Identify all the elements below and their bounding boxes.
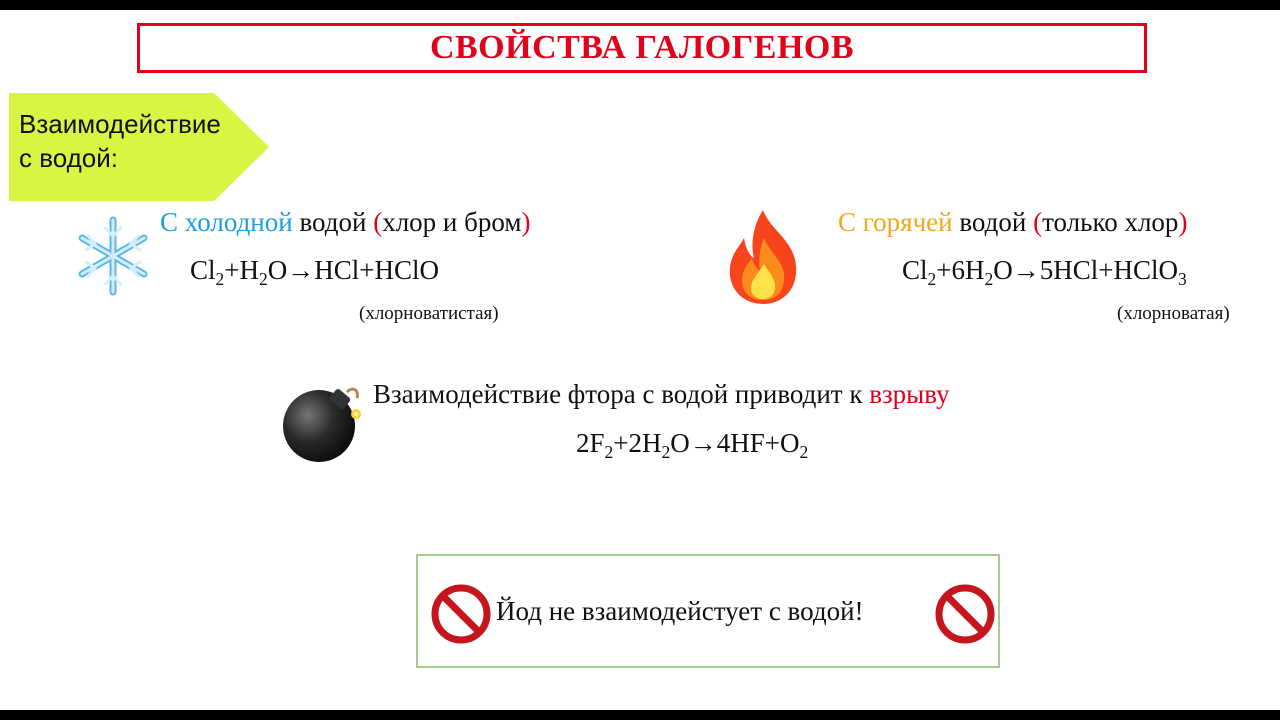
prohibited-icon	[934, 583, 996, 645]
hot-paren-close: )	[1178, 207, 1188, 237]
cold-eq-b: +H	[224, 255, 260, 285]
fire-icon	[724, 208, 802, 306]
cold-middle: водой	[292, 207, 374, 237]
cold-paren-text: хлор и бром	[382, 207, 522, 237]
fluorine-text	[373, 379, 950, 410]
hot-eq-b: +6H	[936, 255, 985, 285]
page-title: СВОЙСТВА ГАЛОГЕНОВ	[429, 29, 855, 66]
hot-paren-open: (	[1033, 207, 1043, 237]
bomb-icon	[279, 378, 367, 466]
fluorine-eq-a-sub: 2	[604, 442, 614, 463]
iodine-text: Йод не взаимодейстует с водой!	[496, 596, 864, 626]
hot-acid-note: (хлорноватая)	[1117, 303, 1230, 324]
hot-eq-c-sub: 3	[1178, 269, 1187, 290]
hot-eq-c: O→5HCl+HClO	[993, 255, 1179, 285]
hot-water-heading	[838, 207, 1187, 238]
fluorine-eq-c: O→4HF+O	[670, 428, 800, 458]
fluorine-text-main: Взаимодействие фтора с водой приводит к	[373, 379, 870, 409]
cold-eq-b-sub: 2	[259, 269, 268, 290]
cold-eq-c: O→HCl+HClO	[267, 255, 440, 285]
iodine-notice	[416, 554, 1000, 668]
cold-eq-a-sub: 2	[215, 269, 225, 290]
section-label-line-2: с водой:	[19, 143, 119, 173]
fluorine-eq-b-sub: 2	[661, 442, 671, 463]
hot-paren-text: только хлор	[1042, 207, 1179, 237]
cold-paren-open: (	[373, 207, 383, 237]
fluorine-eq-c-sub: 2	[799, 442, 809, 463]
cold-equation	[190, 255, 440, 290]
hot-eq-a: Cl	[902, 255, 928, 285]
cold-eq-a: Cl	[190, 255, 216, 285]
fluorine-explosion: взрыву	[869, 379, 950, 409]
title-box	[137, 23, 1147, 73]
slide	[0, 10, 1280, 710]
cold-prefix: С холодной	[160, 207, 293, 237]
section-label-text	[19, 107, 221, 175]
hot-prefix: С горячей	[838, 207, 953, 237]
cold-water-heading	[160, 207, 530, 238]
fluorine-eq-a: 2F	[576, 428, 605, 458]
section-label	[9, 93, 269, 201]
hot-eq-a-sub: 2	[927, 269, 937, 290]
section-label-line-1: Взаимодействие	[19, 109, 221, 139]
fluorine-eq-b: +2H	[613, 428, 662, 458]
hot-equation	[902, 255, 1187, 290]
hot-middle: водой	[952, 207, 1034, 237]
snowflake-icon	[72, 214, 154, 298]
cold-paren-close: )	[521, 207, 531, 237]
prohibited-icon	[430, 583, 492, 645]
hot-eq-b-sub: 2	[984, 269, 994, 290]
cold-acid-note: (хлорноватистая)	[359, 303, 499, 324]
fluorine-equation	[576, 428, 809, 463]
